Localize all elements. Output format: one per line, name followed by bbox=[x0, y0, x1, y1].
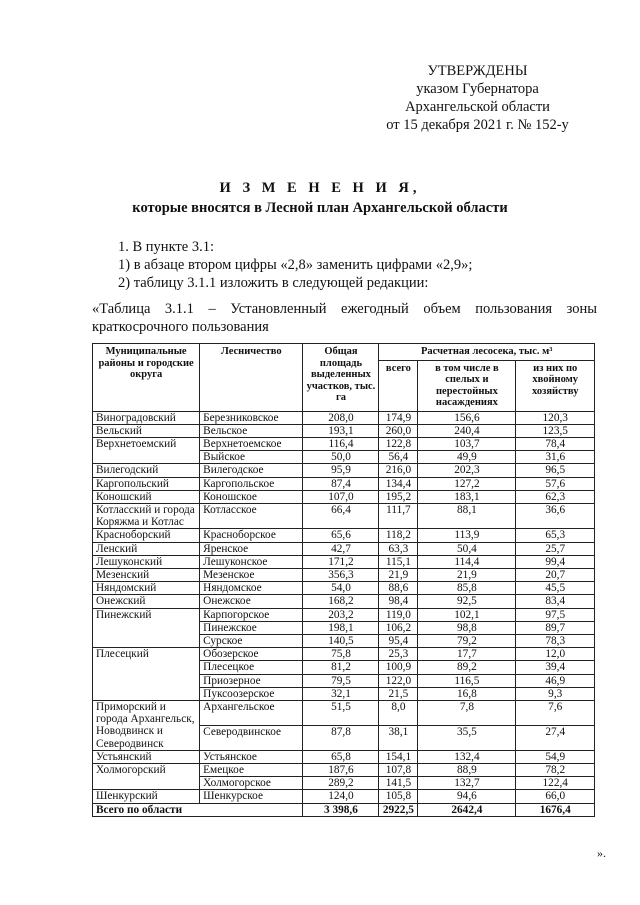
cell-conifer: 62,3 bbox=[516, 490, 595, 503]
cell-forestry: Пуксоозерское bbox=[200, 687, 303, 700]
cell-forestry: Каргопольское bbox=[200, 477, 303, 490]
cell-district: Плесецкий bbox=[93, 648, 200, 701]
cell-forestry: Мезенское bbox=[200, 568, 303, 581]
cell-total: 141,5 bbox=[379, 777, 418, 790]
cell-forestry: Няндомское bbox=[200, 582, 303, 595]
cell-total: 115,1 bbox=[379, 555, 418, 568]
cell-conifer: 12,0 bbox=[516, 648, 595, 661]
table-row bbox=[93, 763, 595, 776]
cell-forestry: Плесецкое bbox=[200, 661, 303, 674]
cell-mature: 102,1 bbox=[418, 608, 516, 621]
header-conifer: из них по хвойному хозяйству bbox=[516, 360, 595, 411]
cell-forestry: Архангельское bbox=[200, 700, 303, 725]
cell-total: 118,2 bbox=[379, 529, 418, 542]
cell-area: 65,6 bbox=[303, 529, 379, 542]
cell-conifer: 31,6 bbox=[516, 451, 595, 464]
approval-line-2: указом Губернатора bbox=[416, 81, 539, 97]
cell-conifer: 78,3 bbox=[516, 634, 595, 647]
cell-mature: 240,4 bbox=[418, 424, 516, 437]
cell-forestry: Вельское bbox=[200, 424, 303, 437]
cell-district: Шенкурский bbox=[93, 790, 200, 803]
cell-area: 187,6 bbox=[303, 763, 379, 776]
total-row bbox=[93, 803, 595, 816]
cell-area: 51,5 bbox=[303, 700, 379, 725]
change-item-1: 1. В пункте 3.1: bbox=[118, 239, 214, 255]
cell-total: 154,1 bbox=[379, 750, 418, 763]
change-items bbox=[118, 238, 472, 292]
cell-area: 171,2 bbox=[303, 555, 379, 568]
cell-area: 168,2 bbox=[303, 595, 379, 608]
cell-area: 140,5 bbox=[303, 634, 379, 647]
cell-total: 100,9 bbox=[379, 661, 418, 674]
header-total: всего bbox=[379, 360, 418, 411]
cell-mature: 183,1 bbox=[418, 490, 516, 503]
cell-forestry: Карпогорское bbox=[200, 608, 303, 621]
cell-conifer: 65,3 bbox=[516, 529, 595, 542]
cell-area: 75,8 bbox=[303, 648, 379, 661]
cell-conifer: 123,5 bbox=[516, 424, 595, 437]
change-item-2: 1) в абзаце втором цифры «2,8» заменить цифрами «2,9»; bbox=[118, 257, 473, 273]
cell-area: 66,4 bbox=[303, 503, 379, 528]
cell-conifer: 27,4 bbox=[516, 725, 595, 750]
cell-forestry: Вилегодское bbox=[200, 464, 303, 477]
cell-total: 63,3 bbox=[379, 542, 418, 555]
cell-total: 119,0 bbox=[379, 608, 418, 621]
cell-conifer: 66,0 bbox=[516, 790, 595, 803]
cell-forestry: Котласское bbox=[200, 503, 303, 528]
cell-area: 193,1 bbox=[303, 424, 379, 437]
cell-forestry: Сурское bbox=[200, 634, 303, 647]
cell-conifer: 120,3 bbox=[516, 411, 595, 424]
cell-district: Пинежский bbox=[93, 608, 200, 648]
cell-conifer: 78,2 bbox=[516, 763, 595, 776]
cell-total: 95,4 bbox=[379, 634, 418, 647]
cell-forestry: Красноборское bbox=[200, 529, 303, 542]
cell-mature: 7,8 bbox=[418, 700, 516, 725]
cell-conifer: 89,7 bbox=[516, 621, 595, 634]
cell-forestry: Приозерное bbox=[200, 674, 303, 687]
table-row bbox=[93, 542, 595, 555]
cell-mature: 89,2 bbox=[418, 661, 516, 674]
cell-district: Устьянский bbox=[93, 750, 200, 763]
total-total: 2922,5 bbox=[379, 803, 418, 816]
cell-district: Каргопольский bbox=[93, 477, 200, 490]
cell-total: 56,4 bbox=[379, 451, 418, 464]
change-item-3: 2) таблицу 3.1.1 изложить в следующей редакции: bbox=[118, 275, 429, 291]
cell-conifer: 9,3 bbox=[516, 687, 595, 700]
cell-mature: 49,9 bbox=[418, 451, 516, 464]
cell-area: 87,4 bbox=[303, 477, 379, 490]
cell-district: Приморский и города Архангельск, Новодвинск и Северодвинск bbox=[93, 700, 200, 750]
table-row bbox=[93, 568, 595, 581]
cell-area: 79,5 bbox=[303, 674, 379, 687]
cell-district: Вилегодский bbox=[93, 464, 200, 477]
cell-conifer: 57,6 bbox=[516, 477, 595, 490]
cell-mature: 113,9 bbox=[418, 529, 516, 542]
cell-area: 107,0 bbox=[303, 490, 379, 503]
cell-total: 122,0 bbox=[379, 674, 418, 687]
cell-district: Виноградовский bbox=[93, 411, 200, 424]
cell-district: Котласский и города Коряжма и Котлас bbox=[93, 503, 200, 528]
cell-forestry: Устьянское bbox=[200, 750, 303, 763]
cell-conifer: 36,6 bbox=[516, 503, 595, 528]
cell-conifer: 7,6 bbox=[516, 700, 595, 725]
cell-mature: 202,3 bbox=[418, 464, 516, 477]
cell-mature: 88,1 bbox=[418, 503, 516, 528]
cell-forestry: Верхнетоемское bbox=[200, 437, 303, 450]
document-heading bbox=[0, 178, 640, 218]
table-row bbox=[93, 464, 595, 477]
cell-forestry: Коношское bbox=[200, 490, 303, 503]
cell-forestry: Холмогорское bbox=[200, 777, 303, 790]
table-row bbox=[93, 477, 595, 490]
cell-forestry: Емецкое bbox=[200, 763, 303, 776]
approval-line-1: УТВЕРЖДЕНЫ bbox=[427, 63, 528, 79]
cell-district: Вельский bbox=[93, 424, 200, 437]
cell-mature: 21,9 bbox=[418, 568, 516, 581]
cell-conifer: 97,5 bbox=[516, 608, 595, 621]
cell-mature: 116,5 bbox=[418, 674, 516, 687]
total-conifer: 1676,4 bbox=[516, 803, 595, 816]
cell-total: 260,0 bbox=[379, 424, 418, 437]
cell-district: Няндомский bbox=[93, 582, 200, 595]
total-mature: 2642,4 bbox=[418, 803, 516, 816]
cell-total: 88,6 bbox=[379, 582, 418, 595]
closing-quote: ». bbox=[597, 846, 606, 860]
cell-district: Холмогорский bbox=[93, 763, 200, 789]
cell-district: Онежский bbox=[93, 595, 200, 608]
cell-mature: 98,8 bbox=[418, 621, 516, 634]
cell-area: 42,7 bbox=[303, 542, 379, 555]
cell-mature: 94,6 bbox=[418, 790, 516, 803]
cell-conifer: 54,9 bbox=[516, 750, 595, 763]
cell-forestry: Березниковское bbox=[200, 411, 303, 424]
total-label: Всего по области bbox=[93, 803, 303, 816]
approval-block bbox=[360, 62, 595, 134]
cell-forestry: Выйское bbox=[200, 451, 303, 464]
cell-area: 289,2 bbox=[303, 777, 379, 790]
cell-mature: 50,4 bbox=[418, 542, 516, 555]
cell-mature: 17,7 bbox=[418, 648, 516, 661]
cell-conifer: 83,4 bbox=[516, 595, 595, 608]
cell-area: 65,8 bbox=[303, 750, 379, 763]
cell-total: 174,9 bbox=[379, 411, 418, 424]
table-row bbox=[93, 424, 595, 437]
cell-district: Ленский bbox=[93, 542, 200, 555]
cell-area: 208,0 bbox=[303, 411, 379, 424]
header-forestry: Лесничество bbox=[200, 344, 303, 412]
cell-mature: 92,5 bbox=[418, 595, 516, 608]
cell-total: 21,5 bbox=[379, 687, 418, 700]
cell-conifer: 20,7 bbox=[516, 568, 595, 581]
cell-total: 106,2 bbox=[379, 621, 418, 634]
table-row bbox=[93, 437, 595, 450]
cell-area: 124,0 bbox=[303, 790, 379, 803]
cell-total: 195,2 bbox=[379, 490, 418, 503]
table-row bbox=[93, 529, 595, 542]
cell-conifer: 39,4 bbox=[516, 661, 595, 674]
cell-district: Мезенский bbox=[93, 568, 200, 581]
cell-district: Лешуконский bbox=[93, 555, 200, 568]
cell-area: 32,1 bbox=[303, 687, 379, 700]
table-row bbox=[93, 595, 595, 608]
table-row bbox=[93, 503, 595, 528]
table-row bbox=[93, 700, 595, 725]
cell-mature: 35,5 bbox=[418, 725, 516, 750]
cell-mature: 114,4 bbox=[418, 555, 516, 568]
header-district: Муниципальные районы и городские округа bbox=[93, 344, 200, 412]
cell-conifer: 99,4 bbox=[516, 555, 595, 568]
cell-total: 38,1 bbox=[379, 725, 418, 750]
document-title: И З М Е Н Е Н И Я, bbox=[219, 180, 421, 196]
cell-district: Коношский bbox=[93, 490, 200, 503]
cell-total: 105,8 bbox=[379, 790, 418, 803]
cell-mature: 132,7 bbox=[418, 777, 516, 790]
cell-conifer: 25,7 bbox=[516, 542, 595, 555]
cell-forestry: Пинежское bbox=[200, 621, 303, 634]
cell-mature: 127,2 bbox=[418, 477, 516, 490]
header-area: Общая площадь выделенных участков, тыс. га bbox=[303, 344, 379, 412]
cell-district: Красноборский bbox=[93, 529, 200, 542]
cell-total: 107,8 bbox=[379, 763, 418, 776]
cell-area: 54,0 bbox=[303, 582, 379, 595]
header-mature: в том числе в спелых и перестойных насаждениях bbox=[418, 360, 516, 411]
cell-forestry: Шенкурское bbox=[200, 790, 303, 803]
cell-area: 87,8 bbox=[303, 725, 379, 750]
cell-mature: 88,9 bbox=[418, 763, 516, 776]
cell-mature: 85,8 bbox=[418, 582, 516, 595]
cell-total: 8,0 bbox=[379, 700, 418, 725]
table-row bbox=[93, 490, 595, 503]
table-row bbox=[93, 608, 595, 621]
header-cut: Расчетная лесосека, тыс. м³ bbox=[379, 344, 595, 361]
table-row bbox=[93, 648, 595, 661]
table-row bbox=[93, 582, 595, 595]
cell-mature: 16,8 bbox=[418, 687, 516, 700]
cell-total: 21,9 bbox=[379, 568, 418, 581]
cell-forestry: Обозерское bbox=[200, 648, 303, 661]
cell-total: 111,7 bbox=[379, 503, 418, 528]
cell-area: 81,2 bbox=[303, 661, 379, 674]
approval-line-4: от 15 декабря 2021 г. № 152-у bbox=[386, 117, 569, 133]
cell-conifer: 78,4 bbox=[516, 437, 595, 450]
cell-conifer: 96,5 bbox=[516, 464, 595, 477]
document-subtitle: которые вносятся в Лесной план Архангельской области bbox=[132, 200, 508, 216]
cell-forestry: Онежское bbox=[200, 595, 303, 608]
cell-mature: 156,6 bbox=[418, 411, 516, 424]
table-row bbox=[93, 750, 595, 763]
table-row bbox=[93, 555, 595, 568]
cell-area: 95,9 bbox=[303, 464, 379, 477]
forest-use-table bbox=[92, 343, 595, 817]
cell-mature: 132,4 bbox=[418, 750, 516, 763]
cell-total: 25,3 bbox=[379, 648, 418, 661]
cell-total: 98,4 bbox=[379, 595, 418, 608]
table-row bbox=[93, 790, 595, 803]
cell-total: 122,8 bbox=[379, 437, 418, 450]
cell-area: 50,0 bbox=[303, 451, 379, 464]
cell-area: 198,1 bbox=[303, 621, 379, 634]
cell-area: 203,2 bbox=[303, 608, 379, 621]
total-area: 3 398,6 bbox=[303, 803, 379, 816]
cell-conifer: 46,9 bbox=[516, 674, 595, 687]
cell-total: 216,0 bbox=[379, 464, 418, 477]
cell-mature: 103,7 bbox=[418, 437, 516, 450]
cell-mature: 79,2 bbox=[418, 634, 516, 647]
cell-area: 356,3 bbox=[303, 568, 379, 581]
cell-conifer: 45,5 bbox=[516, 582, 595, 595]
cell-district: Верхнетоемский bbox=[93, 437, 200, 463]
cell-forestry: Лешуконское bbox=[200, 555, 303, 568]
table-caption: «Таблица 3.1.1 – Установленный ежегодный объем пользования зоны краткосрочного пользования bbox=[92, 301, 597, 335]
cell-forestry: Яренское bbox=[200, 542, 303, 555]
cell-forestry: Северодвинское bbox=[200, 725, 303, 750]
cell-total: 134,4 bbox=[379, 477, 418, 490]
table-row bbox=[93, 411, 595, 424]
cell-conifer: 122,4 bbox=[516, 777, 595, 790]
approval-line-3: Архангельской области bbox=[405, 99, 550, 115]
cell-area: 116,4 bbox=[303, 437, 379, 450]
